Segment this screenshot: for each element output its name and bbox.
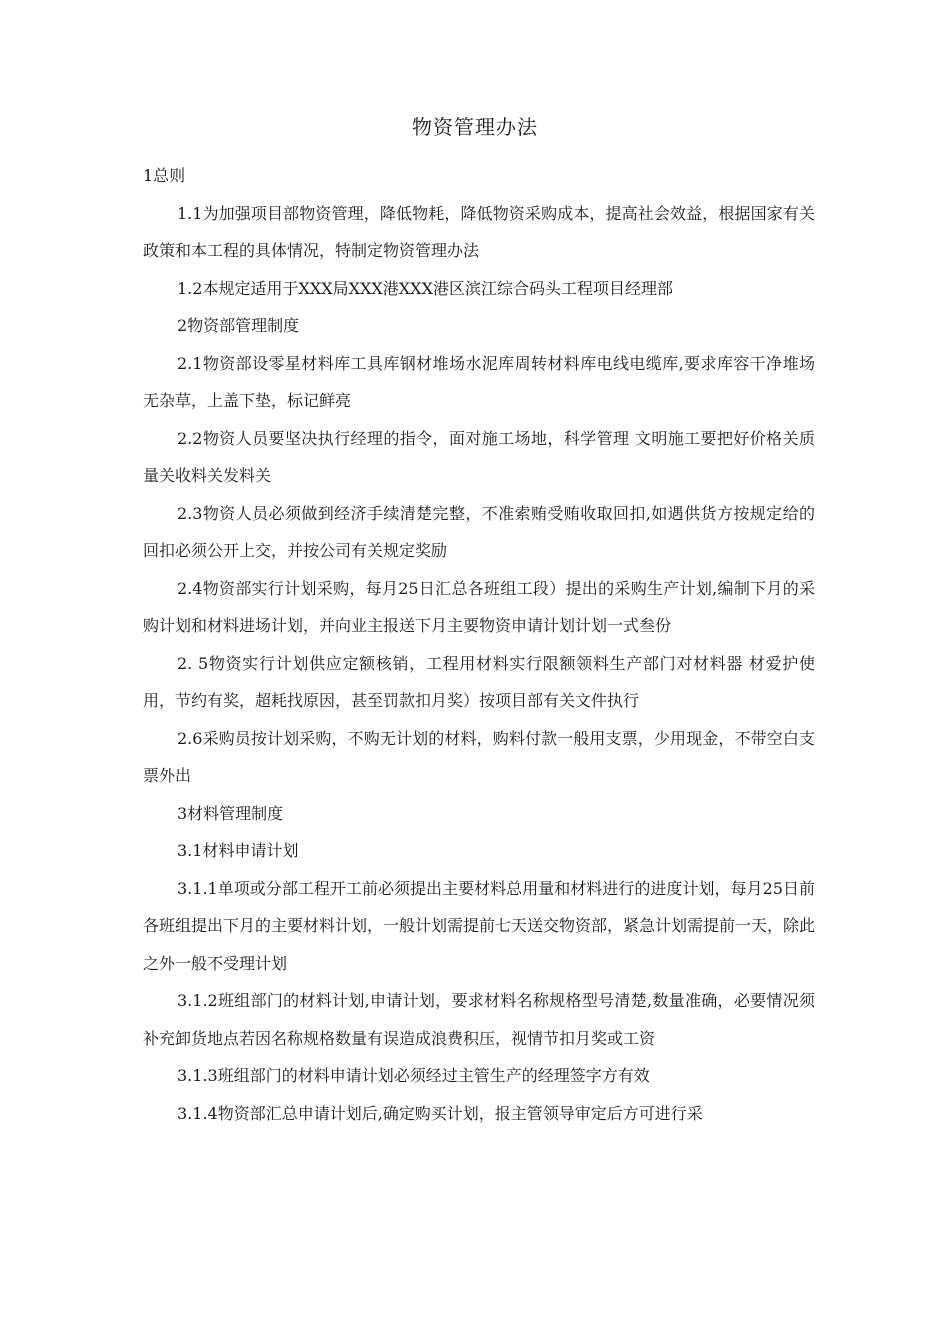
paragraph: 3.1.4物资部汇总申请计划后,确定购买计划，报主管领导审定后方可进行采 bbox=[177, 1103, 703, 1123]
paragraph: 3.1.3班组部门的材料申请计划必须经过主管生产的经理签字方有效 bbox=[177, 1066, 650, 1085]
paragraph: 2.6采购员按计划采购，不购无计划的材料，购料付款一般用支票，少用现金，不带空白支票外出 bbox=[143, 728, 815, 785]
section-heading: 3材料管理制度 bbox=[177, 803, 284, 823]
paragraph: 2.3物资人员必须做到经济手续清楚完整，不准索贿受贿收取回扣,如遇供货方按规定给的回扣必须公开上交，并按公司有关规定奖励 bbox=[143, 503, 815, 560]
document-body bbox=[143, 157, 815, 1132]
subsection-heading: 3.1材料申请计划 bbox=[177, 841, 299, 860]
paragraph: 2.2物资人员要坚决执行经理的指令，面对施工场地，科学管理 文明施工要把好价格关质量关收料关发料关 bbox=[143, 428, 815, 485]
paragraph: 1.2本规定适用于XXX局XXX港XXX港区滨江综合码头工程项目经理部 bbox=[177, 278, 673, 298]
paragraph: 3.1.2班组部门的材料计划,申请计划，要求材料名称规格型号清楚,数量准确，必要情况须补充卸货地点若因名称规格数量有误造成浪费积压，视情节扣月奖或工资 bbox=[143, 991, 815, 1048]
paragraph: 1.1为加强项目部物资管理，降低物耗，降低物资采购成本，提高社会效益，根据国家有关政策和本工程的具体情况，特制定物资管理办法 bbox=[143, 203, 815, 260]
document-title: 物资管理办法 bbox=[412, 115, 538, 139]
section-heading: 2物资部管理制度 bbox=[177, 316, 300, 335]
paragraph: 2. 5物资实行计划供应定额核销，工程用材料实行限额领料生产部门对材料器 材爱护使用，节约有奖，超耗找原因，甚至罚款扣月奖）按项目部有关文件执行 bbox=[143, 653, 815, 710]
paragraph-general-heading: 1总则 bbox=[143, 166, 186, 185]
paragraph: 3.1.1单项或分部工程开工前必须提出主要材料总用量和材料进行的进度计划，每月25日前各班组提出下月的主要材料计划，一般计划需提前七天送交物资部，紧急计划需提前一天，除此之外一般不受理计划 bbox=[143, 878, 816, 973]
paragraph: 2.1物资部设零星材料库工具库钢材堆场水泥库周转材料库电线电缆库,要求库容干净堆场无杂草，上盖下垫，标记鲜亮 bbox=[143, 353, 815, 410]
paragraph: 2.4物资部实行计划采购，每月25日汇总各班组工段）提出的采购生产计划,编制下月的采购计划和材料进场计划，并向业主报送下月主要物资申请计划计划一式叁份 bbox=[143, 578, 815, 635]
